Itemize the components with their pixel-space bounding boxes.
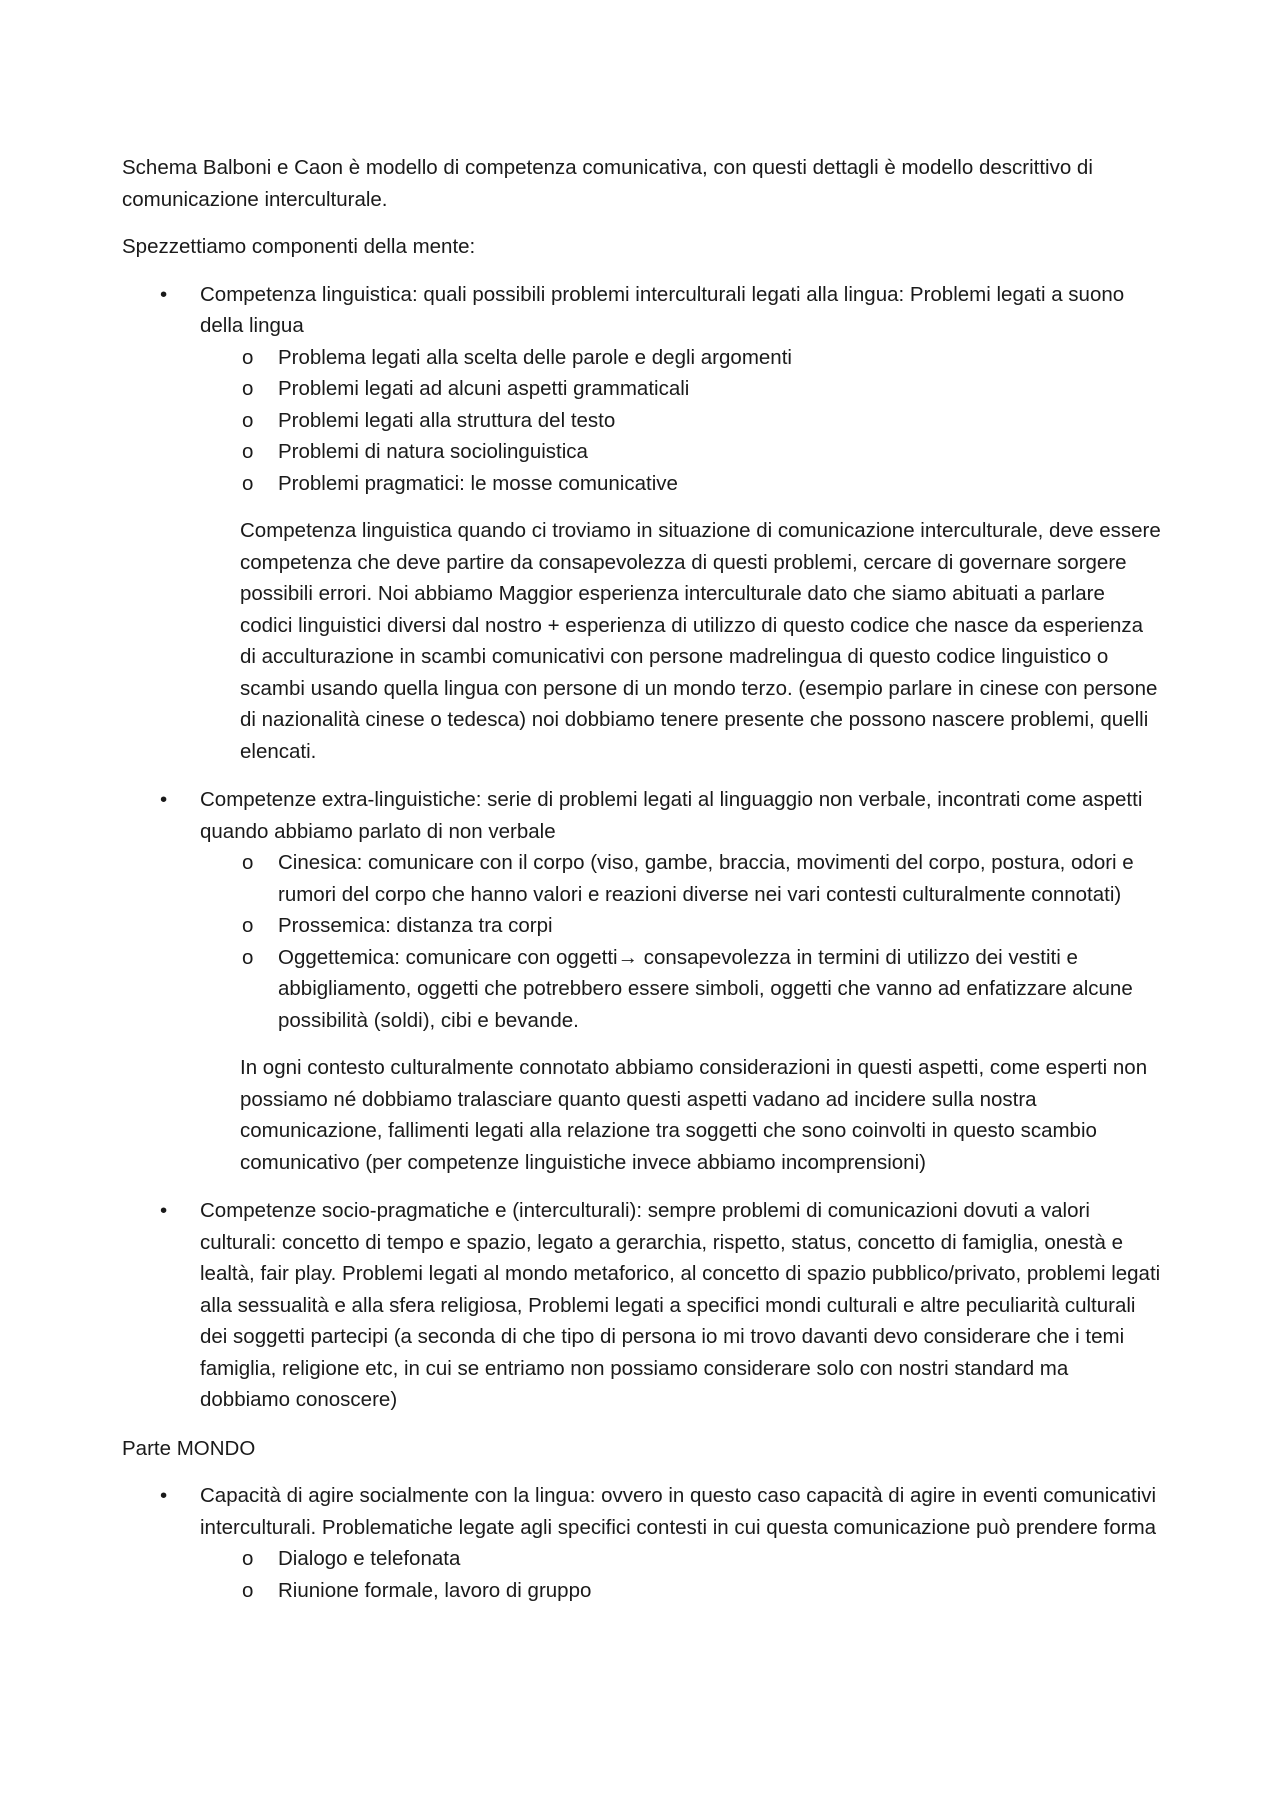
sub-bullet-icon: o — [242, 345, 254, 369]
sub-list-item: o Oggettemica: comunicare con oggetti→ consapevolezza in termini di utilizzo dei vestiti e abbigliamento, oggetti che potrebbero essere simboli, oggetti che vanno ad enfatizzare alcune possibilità (soldi), cibi e bevande. — [200, 942, 1162, 1037]
mondo-list — [122, 1480, 1162, 1606]
bullet-icon: • — [160, 282, 168, 306]
note-paragraph: Competenza linguistica quando ci troviamo in situazione di comunicazione interculturale, deve essere competenza che deve partire da consapevolezza di questi problemi, cercare di governare sorgere possibili errori. Noi abbiamo Maggior esperienza interculturale dato che siamo abituati a parlare codici linguistici diversi dal nostro + esperienza di utilizzo di questo codice che nasce da esperienza di acculturazione in scambi comunicativi con persone madrelingua di questo codice linguistico o scambi usando quella lingua con persone di un mondo terzo. (esempio parlare in cinese con persone di nazionalità cinese o tedesca) noi dobbiamo tenere presente che possono nascere problemi, quelli elencati. — [240, 519, 1161, 763]
list-item-text: Competenze socio-pragmatiche e (interculturali): sempre problemi di comunicazioni dovuti a valori culturali: concetto di tempo e spazio, legato a gerarchia, rispetto, status, concetto di famiglia, onestà e lealtà, fair play. Problemi legati al mondo metaforico, al concetto di spazio pubblico/privato, problemi legati alla sessualità e alla sfera religiosa, Problemi legati a specifici mondi culturali e altre peculiarità culturali dei soggetti partecipi (a seconda di che tipo di persona io mi trovo davanti devo considerare che i temi famiglia, religione etc, in cui se entriamo non possiamo considerare solo con nostri standard ma dobbiamo conoscere) — [200, 1199, 1161, 1411]
sub-list-item: o Problemi legati ad alcuni aspetti grammaticali — [200, 373, 1162, 405]
bullet-icon: • — [160, 1484, 168, 1507]
document-page — [122, 152, 1162, 1623]
sub-bullet-icon: o — [242, 440, 254, 463]
intro-paragraph: Schema Balboni e Caon è modello di competenza comunicativa, con questi dettagli è modello descrittivo di comunicazione interculturale. — [122, 156, 1093, 211]
list-item-text: Competenza linguistica: quali possibili problemi interculturali legati alla lingua: Problemi legati a suono della lingua — [200, 282, 1125, 337]
sub-list-item: o Problemi di natura sociolinguistica — [200, 436, 1162, 468]
sub-list-item: o Problema legati alla scelta delle parole e degli argomenti — [200, 342, 1162, 374]
sub-bullet-icon: o — [242, 945, 254, 969]
sub-bullet-icon: o — [242, 377, 254, 400]
sub-bullet-icon: o — [242, 914, 254, 937]
components-heading: Spezzettiamo componenti della mente: — [122, 235, 476, 258]
section-heading-parte-mondo: Parte MONDO — [122, 1436, 256, 1460]
list-item-capacita-agire — [122, 1480, 1162, 1606]
sub-bullet-icon: o — [242, 1578, 254, 1602]
sub-list-item: o Riunione formale, lavoro di gruppo — [200, 1575, 1162, 1607]
sub-list-item: o Problemi legati alla struttura del testo — [200, 405, 1162, 437]
sub-list — [200, 847, 1162, 1036]
mind-components-list — [122, 279, 1162, 1416]
sub-bullet-icon: o — [242, 408, 254, 432]
list-item-competenze-socio-pragmatiche — [122, 1195, 1162, 1416]
list-item-text: Competenze extra-linguistiche: serie di problemi legati al linguaggio non verbale, incontrati come aspetti quando abbiamo parlato di non verbale — [200, 788, 1143, 843]
sub-list — [200, 342, 1162, 500]
sub-list-item: o Cinesica: comunicare con il corpo (viso, gambe, braccia, movimenti del corpo, postura, odori e rumori del corpo che hanno valori e reazioni diverse nei vari contesti culturalmente connotati) — [200, 847, 1162, 910]
sub-list-item: o Dialogo e telefonata — [200, 1543, 1162, 1575]
list-item-competenze-extra-linguistiche — [122, 784, 1162, 1178]
sub-bullet-icon: o — [242, 471, 254, 495]
list-item-text: Capacità di agire socialmente con la lingua: ovvero in questo caso capacità di agire in eventi comunicativi interculturali. Problematiche legate agli specifici contesti in cui questa comunicazione può prendere forma — [200, 1484, 1157, 1539]
sub-list — [200, 1543, 1162, 1606]
list-item-competenza-linguistica — [122, 279, 1162, 768]
sub-bullet-icon: o — [242, 851, 254, 874]
sub-bullet-icon: o — [242, 1547, 254, 1570]
note-paragraph: In ogni contesto culturalmente connotato abbiamo considerazioni in questi aspetti, come esperti non possiamo né dobbiamo tralasciare quanto questi aspetti vadano ad incidere sulla nostra comunicazione, fallimenti legati alla relazione tra soggetti che sono coinvolti in questo scambio comunicativo (per competenze linguistiche invece abbiamo incomprensioni) — [240, 1056, 1148, 1174]
sub-list-item: o Problemi pragmatici: le mosse comunicative — [200, 468, 1162, 500]
bullet-icon: • — [160, 788, 168, 811]
bullet-icon: • — [160, 1199, 168, 1222]
sub-list-item: o Prossemica: distanza tra corpi — [200, 910, 1162, 942]
